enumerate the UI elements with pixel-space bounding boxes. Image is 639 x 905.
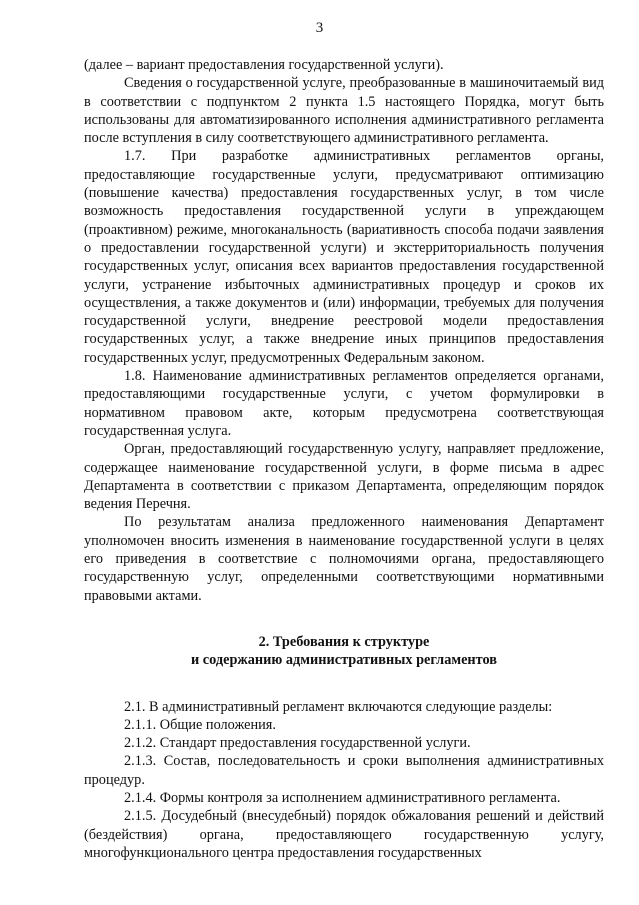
- paragraph: 2.1.4. Формы контроля за исполнением административного регламента.: [124, 789, 561, 806]
- paragraph: (далее – вариант предоставления государственной услуги).: [84, 57, 444, 73]
- paragraph: 1.7. При разработке административных регламентов органы, предоставляющие государственные услуги, предусматривают оптимизацию (повышение качества) предоставления государственных услуг, в том числе возможность предоставления государственной услуги в упреждающем (проактивном) режиме, многоканальность (вариативность способа подачи заявления о предоставлении государственной услуги) и экстерриториальность получения государственных услуг, описания всех вариантов предоставления государственной услуги, устранение избыточных административных процедур и сроков их осуществления, а также документов и (или) информации, требуемых для получения государственной услуги, внедрение реестровой модели предоставления государственных услуг, а также внедрение иных принципов предоставления государственных услуг, предусмотренных Федеральным законом.: [84, 148, 604, 366]
- document-body: [84, 56, 604, 862]
- paragraph: 2.1.5. Досудебный (внесудебный) порядок обжалования решений и действий (бездействия) органа, предоставляющего государственную услугу, многофункционального центра предоставления государственных: [84, 808, 604, 861]
- page-number: 3: [315, 20, 324, 36]
- paragraph: Сведения о государственной услуге, преобразованные в машиночитаемый вид в соответствии с подпунктом 2 пункта 1.5 настоящего Порядка, могут быть использованы для автоматизированного исполнения административного регламента после вступления в силу соответствующего административного регламента.: [84, 75, 604, 147]
- paragraph: 2.1.3. Состав, последовательность и сроки выполнения административных процедур.: [84, 753, 604, 788]
- section-heading-line: и содержанию административных регламентов: [190, 652, 498, 669]
- paragraph: 2.1.2. Стандарт предоставления государственной услуги.: [124, 735, 471, 752]
- paragraph: 1.8. Наименование административных регламентов определяется органами, предоставляющими государственные услуги, с учетом формулировки в нормативном правовом акте, которым предусмотрена соответствующая государственная услуга.: [84, 368, 604, 439]
- paragraph: По результатам анализа предложенного наименования Департамент уполномочен вносить изменения в наименование государственной услуги в целях его приведения в соответствие с полномочиями органа, предоставляющего государственную услуг, определенными соответствующими нормативными правовыми актами.: [84, 514, 604, 604]
- paragraph: 2.1.1. Общие положения.: [124, 716, 276, 733]
- section-heading: [84, 633, 604, 670]
- paragraph: 2.1. В административный регламент включаются следующие разделы:: [124, 698, 553, 715]
- section-heading-line: 2. Требования к структуре: [258, 633, 430, 650]
- paragraph: Орган, предоставляющий государственную услугу, направляет предложение, содержащее наименование государственной услуги, в форме письма в адрес Департамента в соответствии с приказом Департамента, определяющим порядок ведения Перечня.: [84, 441, 604, 513]
